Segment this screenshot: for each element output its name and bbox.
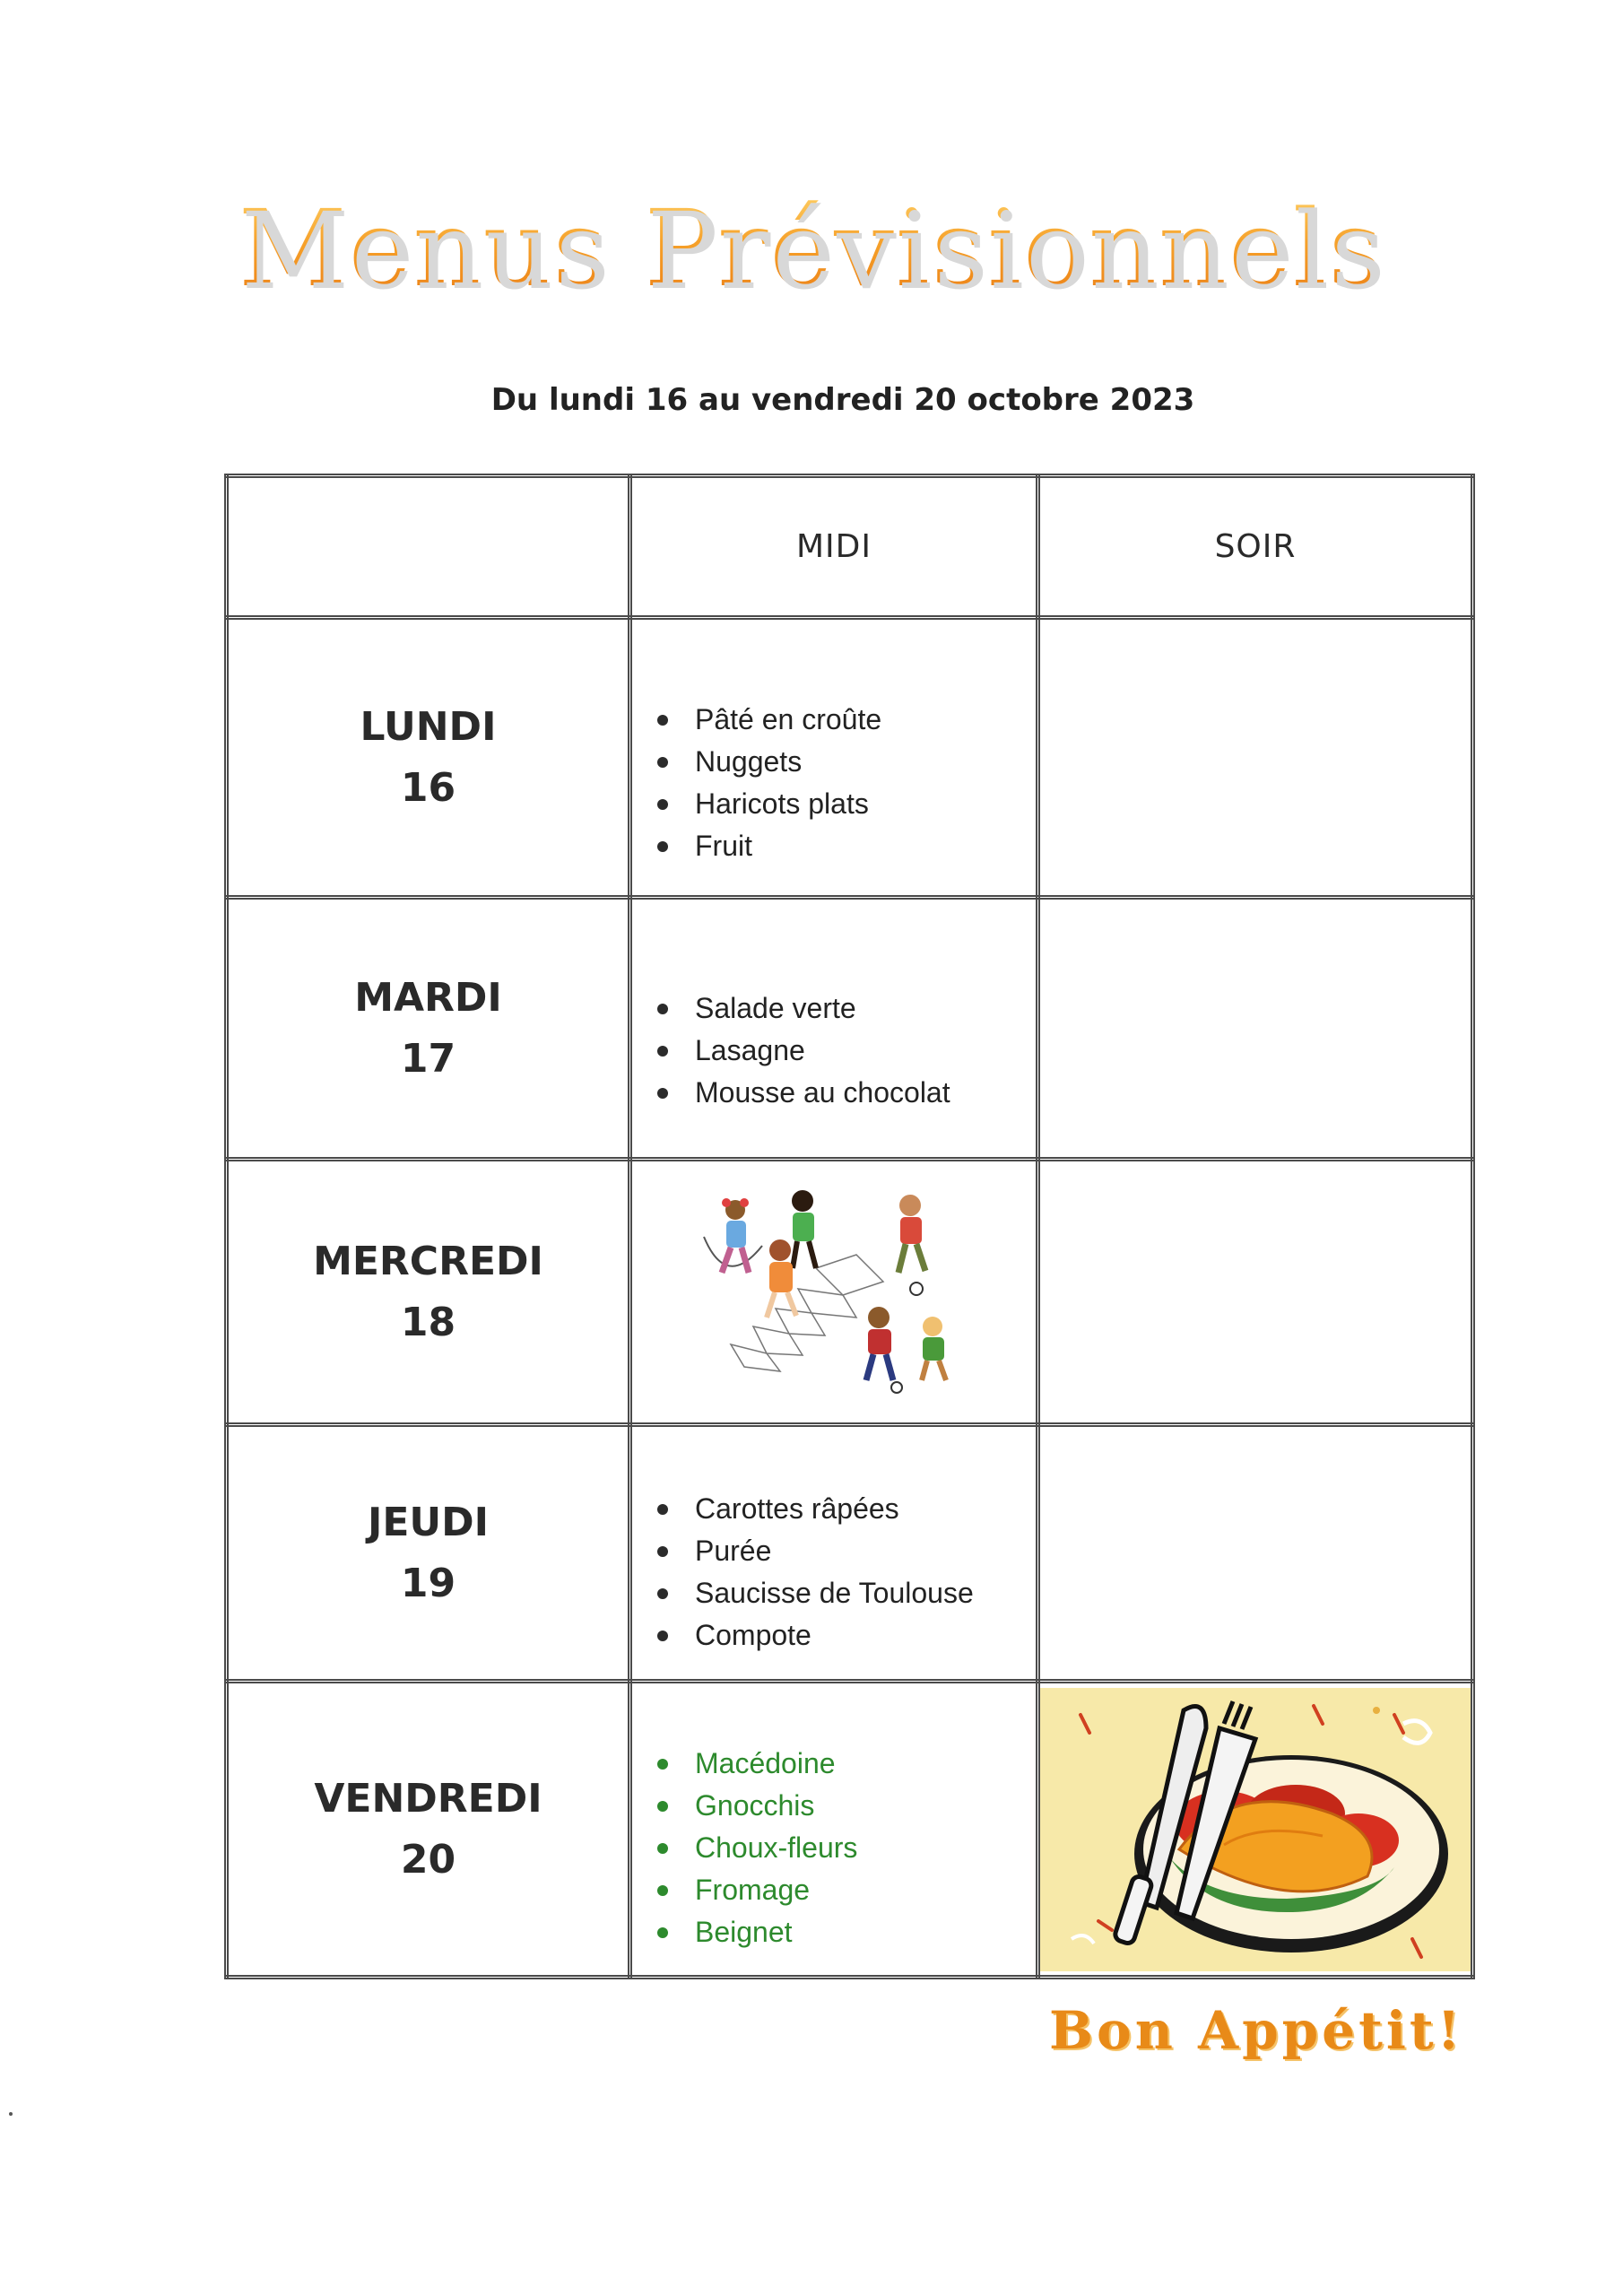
day-date: 19 (400, 1560, 456, 1606)
soir-cell (1038, 1682, 1473, 1978)
list-item: Salade verte (695, 987, 1036, 1030)
midi-cell (630, 1160, 1038, 1425)
table-row (227, 898, 1473, 1160)
header-midi: MIDI (630, 476, 1038, 618)
list-item: Fruit (695, 825, 1036, 867)
list-item: Beignet (695, 1911, 1036, 1953)
list-item: Compote (695, 1614, 1036, 1657)
list-item: Haricots plats (695, 783, 1036, 825)
meal-list (632, 1488, 1036, 1657)
list-item: Macédoine (695, 1743, 1036, 1785)
header-day (227, 476, 630, 618)
children-playing-illustration (690, 1183, 977, 1398)
table-row (227, 1160, 1473, 1425)
plate-icon (1040, 1688, 1471, 1971)
menu-table (224, 474, 1475, 1979)
meal-list (632, 987, 1036, 1114)
page-title-text: Menus Prévisionnels (238, 187, 1385, 310)
list-item: Purée (695, 1530, 1036, 1572)
bon-appetit-footer: Bon Appétit! (1049, 2000, 1464, 2061)
day-date: 16 (400, 764, 456, 811)
day-name: LUNDI (360, 703, 497, 750)
list-item: Lasagne (695, 1030, 1036, 1072)
midi-cell (630, 898, 1038, 1160)
midi-cell (630, 618, 1038, 898)
page-title (0, 187, 1623, 310)
day-date: 20 (400, 1836, 456, 1883)
soir-cell (1038, 1425, 1473, 1682)
list-item: Carottes râpées (695, 1488, 1036, 1530)
day-cell (227, 898, 630, 1160)
day-date: 18 (400, 1299, 456, 1345)
soir-cell (1038, 1160, 1473, 1425)
day-name: MERCREDI (313, 1238, 543, 1284)
list-item: Gnocchis (695, 1785, 1036, 1827)
table-row (227, 1682, 1473, 1978)
list-item: Saucisse de Toulouse (695, 1572, 1036, 1614)
soir-cell (1038, 898, 1473, 1160)
table-row (227, 1425, 1473, 1682)
list-item: Pâté en croûte (695, 699, 1036, 741)
header-soir: SOIR (1038, 476, 1473, 618)
date-range-subtitle: Du lundi 16 au vendredi 20 octobre 2023 (490, 382, 1195, 418)
list-item: Nuggets (695, 741, 1036, 783)
day-cell (227, 618, 630, 898)
day-name: VENDREDI (314, 1775, 542, 1822)
day-cell (227, 1682, 630, 1978)
scan-artifact (9, 2112, 13, 2116)
table-header-row (227, 476, 1473, 618)
midi-cell (630, 1682, 1038, 1978)
day-cell (227, 1160, 630, 1425)
table-row (227, 618, 1473, 898)
list-item: Fromage (695, 1869, 1036, 1911)
list-item: Choux-fleurs (695, 1827, 1036, 1869)
meal-plate-illustration (1040, 1688, 1471, 1971)
day-date: 17 (400, 1035, 456, 1082)
day-name: JEUDI (367, 1499, 490, 1545)
day-cell (227, 1425, 630, 1682)
day-name: MARDI (354, 974, 502, 1021)
meal-list (632, 1743, 1036, 1953)
midi-cell (630, 1425, 1038, 1682)
list-item: Mousse au chocolat (695, 1072, 1036, 1114)
soir-cell (1038, 618, 1473, 898)
meal-list (632, 699, 1036, 867)
